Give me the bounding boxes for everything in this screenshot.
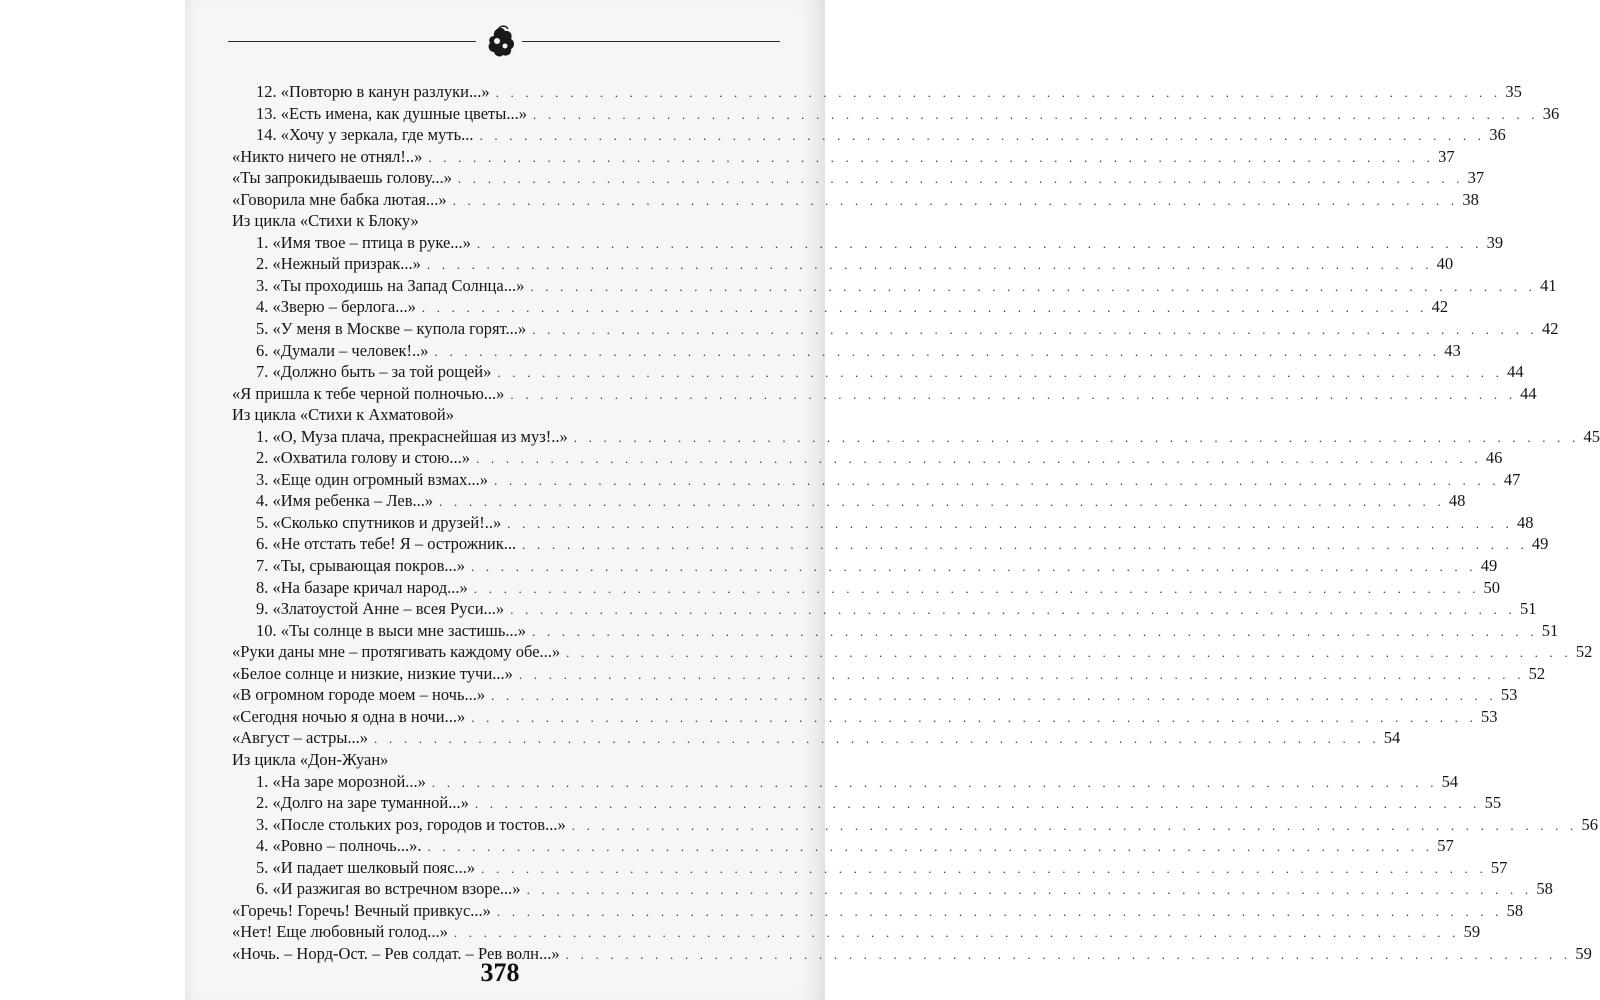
toc-entry-title: 14. «Хочу у зеркала, где муть... <box>256 125 474 145</box>
toc-entry <box>232 81 1522 103</box>
toc-entry-title: 5. «У меня в Москве – купола горят...» <box>256 319 527 339</box>
toc-entry-title: 6. «Не отстать тебе! Я – острожник... <box>256 534 517 554</box>
toc-entry <box>232 641 1593 663</box>
toc-entry-page: 44 <box>1520 383 1537 403</box>
toc-entry-title: Из цикла «Стихи к Блоку» <box>232 211 419 231</box>
toc-entry-title: 13. «Есть имена, как душные цветы...» <box>256 103 527 123</box>
toc-leader-dots: . . . . . . . . . . . . . . . . . . . . . . . . . . . . . . . . . . . . . . . . . . . . . . . . . . . . . . . . . . . . . . . . . . . . <box>496 903 1503 919</box>
toc-entry <box>232 814 1598 836</box>
toc-entry-title: «Говорила мне бабка лютая...» <box>232 189 447 209</box>
toc-leader-dots: . . . . . . . . . . . . . . . . . . . . . . . . . . . . . . . . . . . . . . . . . . . . . . . . . . . . . . . . . . . . . . . . . . . . <box>452 192 1459 208</box>
toc-leader-dots: . . . . . . . . . . . . . . . . . . . . . . . . . . . . . . . . . . . . . . . . . . . . . . . . . . . . . . . . . . . . . . . . . . . . <box>474 796 1481 812</box>
toc-entry <box>232 512 1534 534</box>
toc-entry <box>232 296 1449 318</box>
toc-leader-dots: . . . . . . . . . . . . . . . . . . . . . . . . . . . . . . . . . . . . . . . . . . . . . . . . . . . . . . . . . . . . . . . . . . . . <box>510 386 1517 402</box>
toc-entry <box>232 361 1524 383</box>
toc-entry-title: 4. «Ровно – полночь...». <box>256 836 422 856</box>
toc-entry-page: 53 <box>1481 706 1498 726</box>
toc-leader-dots: . . . . . . . . . . . . . . . . . . . . . . . . . . . . . . . . . . . . . . . . . . . . . . . . . . . . . . . . . . . . . . . . . . . . <box>494 472 1500 488</box>
toc-leader-dots: . . . . . . . . . . . . . . . . . . . . . . . . . . . . . . . . . . . . . . . . . . . . . . . . . . . . . . . . . . . . . . . . . . . . <box>566 645 1572 661</box>
toc-entry-page: 45 <box>1583 426 1600 446</box>
page-number: 378 <box>480 958 520 987</box>
toc-leader-dots: . . . . . . . . . . . . . . . . . . . . . . . . . . . . . . . . . . . . . . . . . . . . . . . . . . . . . . . . . . . . . . . . . . . . <box>565 946 1572 962</box>
toc-leader-dots: . . . . . . . . . . . . . . . . . . . . . . . . . . . . . . . . . . . . . . . . . . . . . . . . . . . . . . . . . . . . . . . . . . . . <box>470 559 1477 575</box>
toc-leader-dots: . . . . . . . . . . . . . . . . . . . . . . . . . . . . . . . . . . . . . . . . . . . . . . . . . . . . . . . . . . . . . . . . . . . . <box>532 106 1539 122</box>
toc-entry-title: 6. «И разжигая во встречном взоре...» <box>256 879 521 899</box>
toc-entry-page: 54 <box>1383 728 1401 748</box>
toc-entry <box>232 577 1501 599</box>
ornament-icon <box>484 24 518 60</box>
toc-entry-page: 49 <box>1480 556 1498 576</box>
toc-leader-dots: . . . . . . . . . . . . . . . . . . . . . . . . . . . . . . . . . . . . . . . . . . . . . . . . . . . . . . . . . . . . . . . . . . . . <box>491 688 1497 704</box>
toc-entry-title: 4. «Имя ребенка – Лев...» <box>256 491 434 511</box>
toc-entry <box>232 727 1401 749</box>
toc-leader-dots: . . . . . . . . . . . . . . . . . . . . . . . . . . . . . . . . . . . . . . . . . . . . . . . . . . . . . . . . . . . . . . . . . . . . <box>532 623 1538 639</box>
toc-leader-dots: . . . . . . . . . . . . . . . . . . . . . . . . . . . . . . . . . . . . . . . . . . . . . . . . . . . . . . . . . . . . . . . . . . . . <box>532 322 1538 338</box>
toc-entry-page: 56 <box>1581 814 1598 834</box>
toc-entry-page: 46 <box>1485 448 1503 468</box>
toc-entry-page: 35 <box>1505 82 1522 101</box>
toc-entry-page: 58 <box>1506 900 1524 920</box>
toc-leader-dots: . . . . . . . . . . . . . . . . . . . . . . . . . . . . . . . . . . . . . . . . . . . . . . . . . . . . . . . . . . . . . . . . . . . . <box>481 860 1487 876</box>
toc-entry <box>232 340 1461 362</box>
toc-entry <box>232 684 1518 706</box>
toc-entry-title: 4. «Зверю – берлога...» <box>256 297 416 317</box>
toc-entry-page: 36 <box>1489 125 1506 145</box>
toc-leader-dots: . . . . . . . . . . . . . . . . . . . . . . . . . . . . . . . . . . . . . . . . . . . . . . . . . . . . . . . . . . . . . . . . . . . . <box>431 774 1438 790</box>
toc-leader-dots: . . . . . . . . . . . . . . . . . . . . . . . . . . . . . . . . . . . . . . . . . . . . . . . . . . . . . . . . . . . . . . . . . . . . <box>473 580 1480 596</box>
toc-entry-title: «Август – астры...» <box>232 728 369 748</box>
toc-entry-page: 38 <box>1462 189 1479 209</box>
toc-leader-dots: . . . . . . . . . . . . . . . . . . . . . . . . . . . . . . . . . . . . . . . . . . . . . . . . . . . . . . . . . . . . . . . . . . . . <box>439 494 1445 510</box>
toc-entry-page: 51 <box>1541 620 1559 640</box>
toc-entry-title: «Никто ничего не отнял!..» <box>232 146 423 166</box>
toc-entry-title: «Руки даны мне – протягивать каждому обе...» <box>232 642 561 662</box>
toc-leader-dots: . . . . . . . . . . . . . . . . . . . . . . . . . . . . . . . . . . . . . . . . . . . . . . . . . . . . . . . . . . . . . . . . . . . . <box>507 515 1513 531</box>
toc-entry-title: 6. «Думали – человек!..» <box>256 340 429 360</box>
toc-entry-title: 5. «И падает шелковый пояс...» <box>256 857 476 877</box>
toc-leader-dots: . . . . . . . . . . . . . . . . . . . . . . . . . . . . . . . . . . . . . . . . . . . . . . . . . . . . . . . . . . . . . . . . . . . . <box>421 300 1428 316</box>
toc-entry-page: 55 <box>1484 793 1502 813</box>
toc-entry-title: «В огромном городе моем – ночь...» <box>232 685 486 705</box>
toc-entry <box>232 426 1600 448</box>
header-rule-left <box>228 41 476 42</box>
toc-entry-title: 12. «Повторю в канун разлуки...» <box>256 82 490 101</box>
table-of-contents <box>232 81 1600 964</box>
header-rule-right <box>522 41 780 42</box>
toc-entry <box>232 921 1481 943</box>
toc-entry-title: 3. «Ты проходишь на Запад Солнца...» <box>256 275 525 295</box>
toc-entry-title: «Я пришла к тебе черной полночью...» <box>232 383 505 403</box>
toc-entry-page: 44 <box>1507 362 1524 382</box>
toc-entry <box>232 749 780 771</box>
toc-entry-title: 3. «После стольких роз, городов и тостов...» <box>256 814 566 834</box>
toc-entry-page: 50 <box>1483 577 1501 597</box>
toc-entry-title: 1. «Имя твое – птица в руке...» <box>256 232 471 252</box>
toc-entry-page: 59 <box>1575 943 1592 963</box>
toc-entry <box>232 771 1459 793</box>
toc-entry <box>232 232 1504 254</box>
toc-leader-dots: . . . . . . . . . . . . . . . . . . . . . . . . . . . . . . . . . . . . . . . . . . . . . . . . . . . . . . . . . . . . . . . . . . . . <box>573 429 1580 445</box>
toc-leader-dots: . . . . . . . . . . . . . . . . . . . . . . . . . . . . . . . . . . . . . . . . . . . . . . . . . . . . . . . . . . . . . . . . . . . . <box>518 666 1525 682</box>
toc-entry-title: «Сегодня ночью я одна в ночи...» <box>232 706 466 726</box>
toc-entry-title: 1. «О, Муза плача, прекраснейшая из муз!..» <box>256 426 568 446</box>
toc-entry <box>232 124 1506 146</box>
toc-entry <box>232 189 1479 211</box>
toc-entry-title: 2. «Охватила голову и стою...» <box>256 448 471 468</box>
toc-entry <box>232 146 1455 168</box>
toc-leader-dots: . . . . . . . . . . . . . . . . . . . . . . . . . . . . . . . . . . . . . . . . . . . . . . . . . . . . . . . . . . . . . . . . . . . . <box>476 451 1482 467</box>
toc-entry-page: 37 <box>1467 168 1485 188</box>
toc-leader-dots: . . . . . . . . . . . . . . . . . . . . . . . . . . . . . . . . . . . . . . . . . . . . . . . . . . . . . . . . . . . . . . . . . . . . <box>522 537 1528 553</box>
toc-entry-page: 43 <box>1444 340 1461 360</box>
toc-leader-dots: . . . . . . . . . . . . . . . . . . . . . . . . . . . . . . . . . . . . . . . . . . . . . . . . . . . . . . . . . . . . . . . . . . . . <box>427 839 1434 855</box>
toc-entry <box>232 469 1521 491</box>
toc-entry <box>232 620 1559 642</box>
toc-entry-title: 3. «Еще один огромный взмах...» <box>256 469 489 489</box>
toc-entry-title: «Ночь. – Норд-Ост. – Рев солдат. – Рев волн...» <box>232 943 560 963</box>
toc-entry-title: Из цикла «Стихи к Ахматовой» <box>232 405 454 425</box>
toc-entry-page: 39 <box>1486 232 1504 252</box>
toc-entry <box>232 318 1559 340</box>
toc-leader-dots: . . . . . . . . . . . . . . . . . . . . . . . . . . . . . . . . . . . . . . . . . . . . . . . . . . . . . . . . . . . . . . . . . . . . <box>497 365 1504 381</box>
toc-entry-page: 58 <box>1536 879 1553 899</box>
toc-entry <box>232 103 1560 125</box>
toc-entry <box>232 598 1537 620</box>
toc-entry-title: «Ты запрокидываешь голову...» <box>232 168 452 188</box>
toc-entry-page: 41 <box>1540 275 1557 295</box>
toc-entry-title: «Горечь! Горечь! Вечный привкус...» <box>232 900 491 920</box>
toc-entry-page: 49 <box>1531 534 1549 554</box>
toc-leader-dots: . . . . . . . . . . . . . . . . . . . . . . . . . . . . . . . . . . . . . . . . . . . . . . . . . . . . . . . . . . . . . . . . . . . . <box>495 85 1502 100</box>
toc-leader-dots: . . . . . . . . . . . . . . . . . . . . . . . . . . . . . . . . . . . . . . . . . . . . . . . . . . . . . . . . . . . . . . . . . . . . <box>428 149 1435 165</box>
toc-leader-dots: . . . . . . . . . . . . . . . . . . . . . . . . . . . . . . . . . . . . . . . . . . . . . . . . . . . . . . . . . . . . . . . . . . . . <box>453 925 1460 941</box>
toc-entry-page: 51 <box>1519 599 1537 619</box>
toc-leader-dots: . . . . . . . . . . . . . . . . . . . . . . . . . . . . . . . . . . . . . . . . . . . . . . . . . . . . . . . . . . . . . . . . . . . . <box>476 235 1483 251</box>
toc-entry-page: 59 <box>1463 922 1481 942</box>
toc-entry <box>232 167 1485 189</box>
toc-entry <box>232 533 1549 555</box>
toc-leader-dots: . . . . . . . . . . . . . . . . . . . . . . . . . . . . . . . . . . . . . . . . . . . . . . . . . . . . . . . . . . . . . . . . . . . . <box>457 171 1464 187</box>
toc-entry-title: Из цикла «Дон-Жуан» <box>232 749 389 769</box>
toc-entry-title: 7. «Должно быть – за той рощей» <box>256 362 492 382</box>
toc-entry <box>232 383 1537 405</box>
toc-entry <box>232 555 1498 577</box>
page-header <box>228 22 780 62</box>
toc-entry-page: 42 <box>1431 297 1449 317</box>
toc-entry <box>232 490 1466 512</box>
toc-leader-dots: . . . . . . . . . . . . . . . . . . . . . . . . . . . . . . . . . . . . . . . . . . . . . . . . . . . . . . . . . . . . . . . . . . . . <box>434 343 1441 359</box>
toc-entry <box>232 447 1503 469</box>
toc-entry <box>232 663 1546 685</box>
toc-leader-dots: . . . . . . . . . . . . . . . . . . . . . . . . . . . . . . . . . . . . . . . . . . . . . . . . . . . . . . . . . . . . . . . . . . . . <box>530 278 1537 294</box>
toc-entry-page: 52 <box>1575 642 1593 662</box>
toc-entry-page: 52 <box>1528 663 1546 683</box>
toc-entry-page: 42 <box>1541 319 1559 339</box>
toc-entry <box>232 210 780 232</box>
toc-entry-title: 2. «Долго на заре туманной...» <box>256 793 469 813</box>
toc-entry-title: «Нет! Еще любовный голод...» <box>232 922 448 942</box>
toc-leader-dots: . . . . . . . . . . . . . . . . . . . . . . . . . . . . . . . . . . . . . . . . . . . . . . . . . . . . . . . . . . . . . . . . . . . . <box>571 817 1578 833</box>
toc-entry-page: 37 <box>1438 146 1455 166</box>
toc-entry-page: 40 <box>1436 254 1454 274</box>
toc-entry-title: 5. «Сколько спутников и друзей!..» <box>256 512 502 532</box>
toc-entry-page: 57 <box>1437 836 1454 856</box>
toc-entry-page: 54 <box>1441 771 1459 791</box>
toc-entry <box>232 792 1502 814</box>
toc-entry-page: 36 <box>1542 103 1560 123</box>
toc-entry-title: 8. «На базаре кричал народ...» <box>256 577 468 597</box>
toc-entry-title: 9. «Златоустой Анне – всея Руси...» <box>256 599 505 619</box>
toc-entry <box>232 857 1508 879</box>
toc-entry <box>232 404 780 426</box>
toc-leader-dots: . . . . . . . . . . . . . . . . . . . . . . . . . . . . . . . . . . . . . . . . . . . . . . . . . . . . . . . . . . . . . . . . . . . . <box>479 128 1486 144</box>
toc-entry-title: 2. «Нежный призрак...» <box>256 254 421 274</box>
toc-entry-page: 57 <box>1490 857 1508 877</box>
toc-entry-title: 10. «Ты солнце в выси мне застишь...» <box>256 620 527 640</box>
toc-leader-dots: . . . . . . . . . . . . . . . . . . . . . . . . . . . . . . . . . . . . . . . . . . . . . . . . . . . . . . . . . . . . . . . . . . . . <box>426 257 1433 273</box>
toc-entry-title: «Белое солнце и низкие, низкие тучи...» <box>232 663 513 683</box>
toc-entry-page: 48 <box>1448 491 1466 511</box>
toc-leader-dots: . . . . . . . . . . . . . . . . . . . . . . . . . . . . . . . . . . . . . . . . . . . . . . . . . . . . . . . . . . . . . . . . . . . . <box>510 602 1516 618</box>
toc-entry <box>232 900 1524 922</box>
toc-entry <box>232 253 1454 275</box>
toc-entry <box>232 878 1553 900</box>
toc-leader-dots: . . . . . . . . . . . . . . . . . . . . . . . . . . . . . . . . . . . . . . . . . . . . . . . . . . . . . . . . . . . . . . . . . . . . <box>374 731 1380 747</box>
toc-entry-page: 53 <box>1500 685 1518 705</box>
toc-entry-page: 47 <box>1503 469 1521 489</box>
toc-entry-title: 7. «Ты, срывающая покров...» <box>256 556 465 576</box>
toc-entry-title: 1. «На заре морозной...» <box>256 771 426 791</box>
toc-leader-dots: . . . . . . . . . . . . . . . . . . . . . . . . . . . . . . . . . . . . . . . . . . . . . . . . . . . . . . . . . . . . . . . . . . . . <box>471 709 1478 725</box>
toc-entry <box>232 275 1557 297</box>
toc-leader-dots: . . . . . . . . . . . . . . . . . . . . . . . . . . . . . . . . . . . . . . . . . . . . . . . . . . . . . . . . . . . . . . . . . . . . <box>526 882 1533 898</box>
toc-entry <box>232 706 1498 728</box>
toc-entry-page: 48 <box>1516 512 1534 532</box>
toc-entry <box>232 835 1454 857</box>
